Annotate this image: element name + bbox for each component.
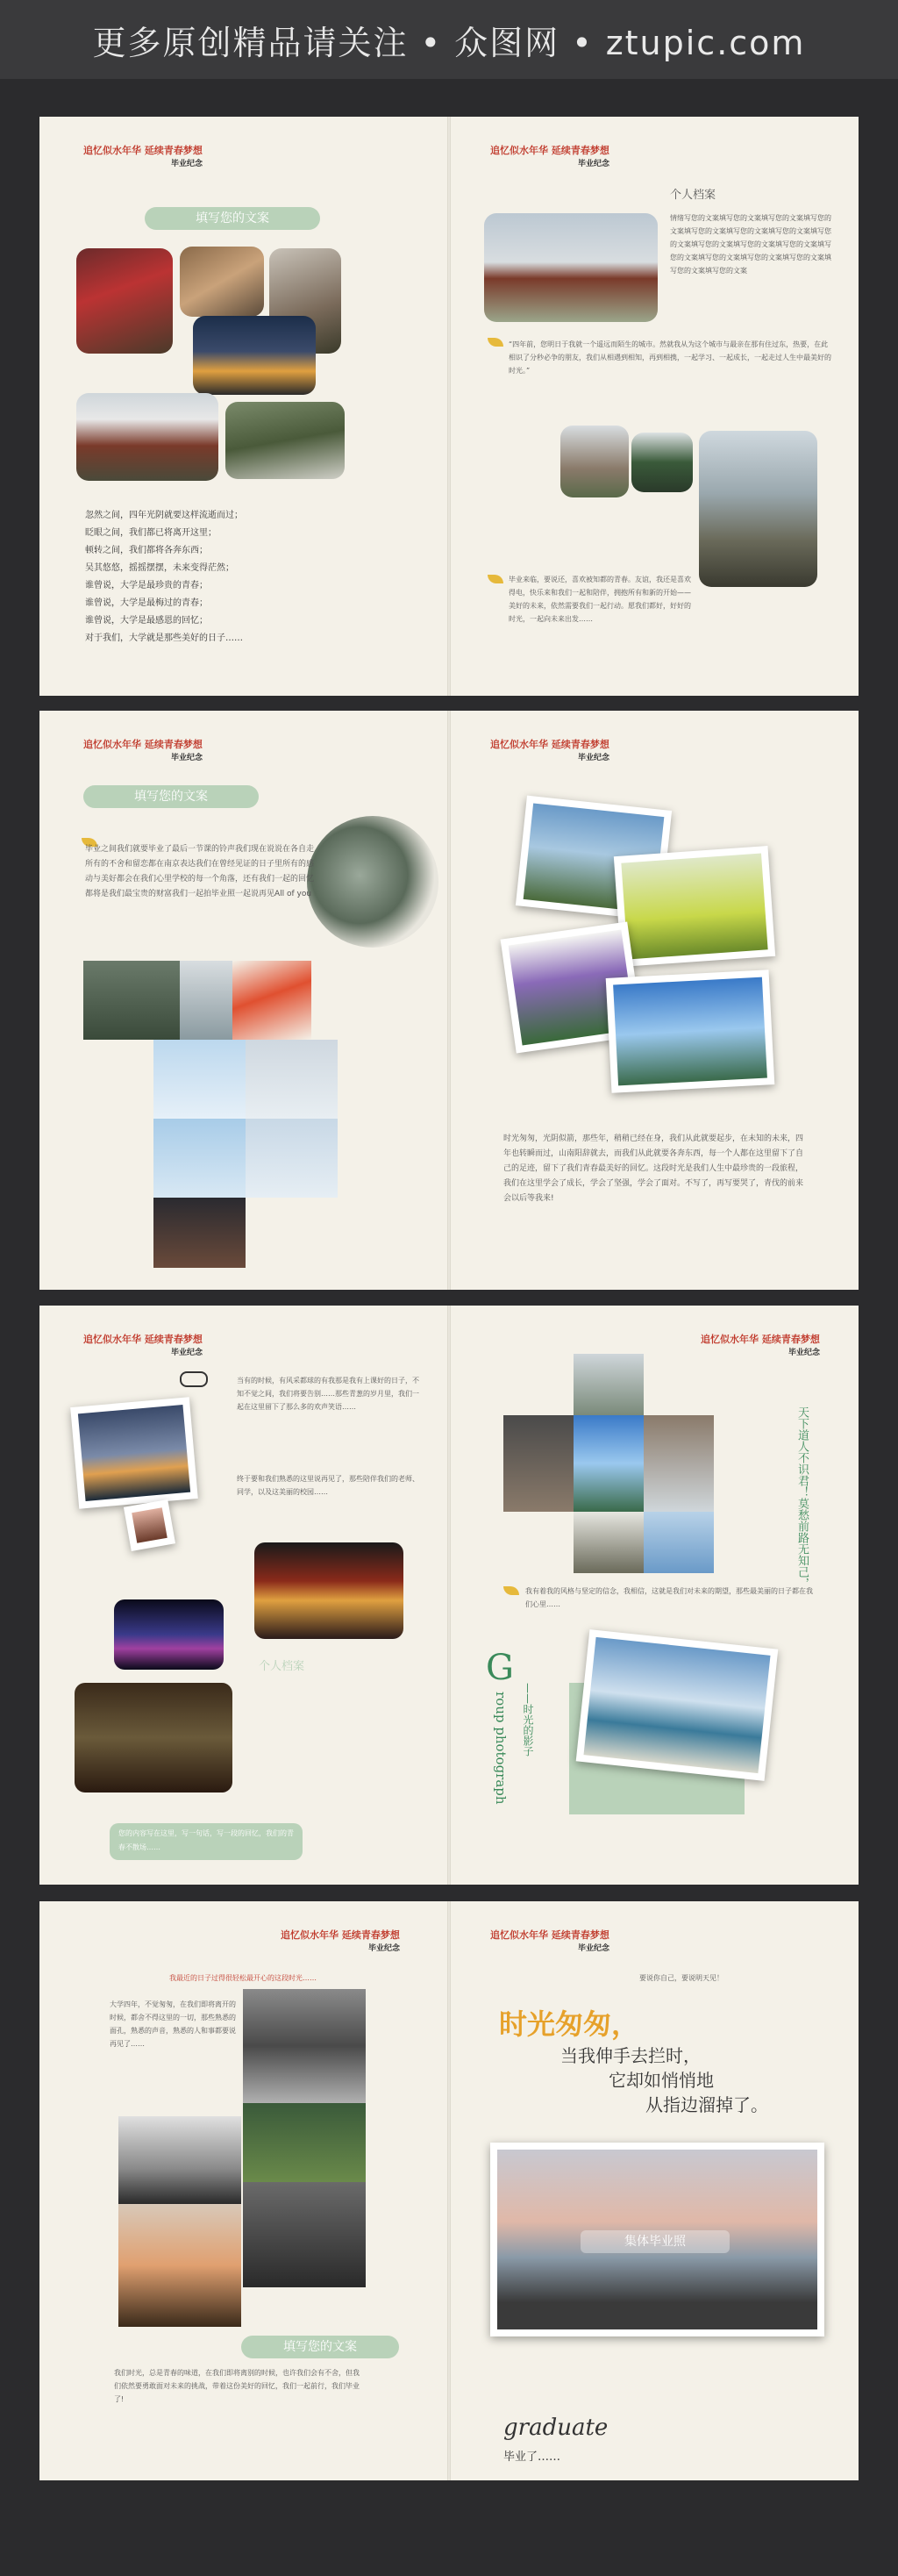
photo-bird	[118, 2116, 241, 2204]
group-photo-initial: G	[486, 1648, 514, 1688]
photo-sunset-beach	[118, 2204, 241, 2327]
photo-arch	[560, 426, 629, 497]
tile-photo	[232, 961, 311, 1040]
note-text: 毕业来临，要说还，喜欢被知都的青春。友谊，我还是喜欢得电，快乐来和我们一起和陪伴，拥抱所有和新的开始——美好的未来，依然需要我们一起行动。愿我们都好，好好的时光，一起向未来出发……	[509, 576, 691, 623]
photo-bridge-night	[114, 1599, 224, 1670]
spread-1-right-page	[451, 117, 859, 696]
spread-1-left-page	[39, 117, 447, 696]
tile-photo	[574, 1512, 644, 1573]
page-header: 追忆似水年华 延续青春梦想 毕业纪念	[281, 1929, 401, 1953]
green-note-text: 您的内容写在这里，写一句话，写一段的回忆，我们的青春不散场……	[118, 1829, 294, 1851]
mid-copy-text: 我有着我的风格与坚定的信念，我相信，这就是我们对未来的期望，那些最美丽的日子都在我们心里……	[525, 1587, 813, 1608]
top-copy-text: 当有的时候，有风采都球的有我那是我有上课好的日子，不知不觉之间，我们将要告别……那些青葱的岁月里，我们一起在这里留下了那么多的欢声笑语……	[237, 1377, 419, 1411]
page-header: 追忆似水年华 延续青春梦想 毕业纪念	[83, 145, 203, 168]
group-photo-label: 集体毕业照	[581, 2230, 730, 2253]
photo-tree	[631, 433, 693, 492]
tile-photo	[644, 1415, 714, 1512]
archive-title: 个人档案	[259, 1660, 305, 1673]
banner-text: 更多原创精品请关注 • 众图网 • ztupic.com	[92, 24, 806, 62]
photo-street-night	[254, 1542, 403, 1639]
framed-photo-sea	[576, 1629, 779, 1781]
framed-photo-lake	[70, 1397, 198, 1508]
tile-photo	[153, 1198, 246, 1268]
photo-pavilion	[484, 213, 658, 322]
right-copy-text: 时光匆匆，光阴似箭，那些年，稍稍已经在身，我们从此就要起步，在未知的未来，四年也转瞬而过，山南阳辞就去，而我们从此就要各奔东西，每一个人都在这里留下了自己的足迹，留下了我们青春最美好的回忆。这段时光是我们人生中最珍贵的一段旅程，我们在这里学会了成长，学会了坚强，学会了面对。不写了，再写要哭了，青伐的前来会以后等我来!	[503, 1134, 804, 1203]
framed-photo-small	[124, 1499, 175, 1551]
time-shadow-text: ——时光的影子	[522, 1683, 534, 1757]
copy-pill: 填写您的文案	[241, 2336, 399, 2358]
page-header: 追忆似水年华 延续青春梦想 毕业纪念	[83, 1334, 203, 1357]
title-line-2: 当我伸手去拦时，	[560, 2045, 701, 2066]
framed-photo-flowers	[614, 846, 775, 967]
spread-3-left-page	[39, 1306, 447, 1885]
photo-temple	[76, 393, 218, 481]
tile-photo	[153, 1119, 246, 1198]
tile-photo	[83, 961, 180, 1040]
spread-3	[39, 1306, 859, 1885]
left-copy-text: 毕业之间我们就要毕业了最后一节课的铃声我们现在说说在各自走所有的不舍和留恋都在南京表达我们在曾经见证的日子里所有的感动与美好都会在我们心里学校的每一个角落，还有我们一起的回忆都将是我们最宝贵的财富我们一起拍毕业照一起说再见All of you	[85, 845, 315, 898]
tile-photo	[246, 1040, 338, 1119]
tile-photo	[574, 1354, 644, 1415]
ink-circle-photo	[307, 816, 438, 948]
page-header: 追忆似水年华 延续青春梦想 毕业纪念	[701, 1334, 821, 1357]
tile-photo	[246, 1119, 338, 1198]
archive-text: 情绪写您的文案填写您的文案填写您的文案填写您的文案填写您的文案填写您的文案填写您的文案填写您的文案填写您的文案填写您的文案填写您的文案填写您的文案填写您的文案填写您的文案填写您的文案填写您的文案填写您的文案	[670, 214, 831, 275]
graduate-cn-text: 毕业了……	[503, 2451, 561, 2464]
copy-pill: 填写您的文案	[83, 785, 259, 808]
tile-photo	[644, 1512, 714, 1573]
group-photo-title: roup photograph	[493, 1692, 509, 1805]
sub-copy-text: 终于要和我们熟悉的这里说再见了，那些陪伴我们的老师、同学，以及这美丽的校园……	[237, 1475, 419, 1496]
page-header: 追忆似水年华 延续青春梦想 毕业纪念	[490, 739, 610, 762]
photo-night	[193, 316, 316, 395]
top-banner	[0, 0, 898, 79]
spread-4-right-page	[451, 1901, 859, 2480]
tile-photo	[574, 1415, 644, 1512]
tile-photo	[503, 1415, 574, 1512]
photo-food	[75, 1683, 232, 1792]
title-line-3: 它却如悄悄地	[609, 2070, 714, 2091]
photo-rooftops	[243, 1989, 366, 2103]
spread-4-left-page	[39, 1901, 447, 2480]
photo-shopfront	[243, 2182, 366, 2287]
main-title: 时光匆匆，	[499, 2007, 640, 2041]
spread-2-left-page	[39, 711, 447, 1290]
top-note-text: 我最近的日子过得很轻松最开心的这段时光……	[169, 1974, 317, 1982]
archive-title: 个人档案	[670, 189, 716, 202]
page-header: 追忆似水年华 延续青春梦想 毕业纪念	[490, 145, 610, 168]
page-header: 追忆似水年华 延续青春梦想 毕业纪念	[83, 739, 203, 762]
framed-photo-beach	[606, 970, 775, 1093]
spread-4	[39, 1901, 859, 2480]
framed-group-photo	[490, 2143, 824, 2336]
leaf-icon	[488, 575, 503, 583]
spread-2	[39, 711, 859, 1290]
copy-pill: 填写您的文案	[145, 207, 320, 230]
title-line-4: 从指边溜掉了。	[645, 2094, 768, 2115]
bottom-copy-text: 我们时光，总是青春的味道，在我们即将离别的时候，也许我们会有不舍，但我们依然要勇敢面对未来的挑战，带着这份美好的回忆，我们一起前行，我们毕业了!	[114, 2369, 360, 2403]
photo-waterfront	[699, 431, 817, 587]
photo-garden	[243, 2103, 366, 2182]
leaf-icon	[488, 338, 503, 347]
photo-street	[76, 248, 173, 354]
spread-2-right-page	[451, 711, 859, 1290]
spread-1	[39, 117, 859, 696]
spread-3-right-page	[451, 1306, 859, 1885]
left-copy-text: 大学四年，不觉匆匆，在我们即将离开的时候，都舍不得这里的一切，那些熟悉的面孔，熟悉的声音，熟悉的人和事都要说再见了……	[110, 2000, 236, 2048]
photo-bridge	[225, 402, 345, 479]
glasses-icon	[180, 1371, 208, 1387]
graduate-text: graduate	[503, 2415, 609, 2441]
right-top-text: 要说你自己，要说明天见！	[639, 1974, 723, 1982]
page-header: 追忆似水年华 延续青春梦想 毕业纪念	[490, 1929, 610, 1953]
leaf-icon	[503, 1586, 519, 1595]
vertical-poem: 天下道人不识君！莫愁前路无知己，	[795, 1406, 809, 1589]
quote-text: “四年前，您明日于我就一个遥远而陌生的城市。然就我从为这个城市与最亲在那有住过东，热要，在此相识了分秒必争的朋友，我们从相遇到相知，再到相携，一起学习、一起成长，一起走过人生中最美好的时光。”	[509, 340, 831, 375]
green-note-box	[110, 1823, 303, 1860]
poem-text: 忽然之间，四年光阴就要这样流逝而过； 眨眼之间，我们都已将离开这里； 顿转之间，我们都将各奔东西； 吴其悠悠，摇摇摆摆，未来变得茫然； 谁曾说，大学是最珍贵的青春； 谁曾说，大学是最梅过的青春； 谁曾说，大学是最感恩的回忆； 对于我们，大学就是那些美好的日子……	[85, 511, 243, 643]
tile-photo	[153, 1040, 246, 1119]
photo-alley	[180, 247, 264, 317]
